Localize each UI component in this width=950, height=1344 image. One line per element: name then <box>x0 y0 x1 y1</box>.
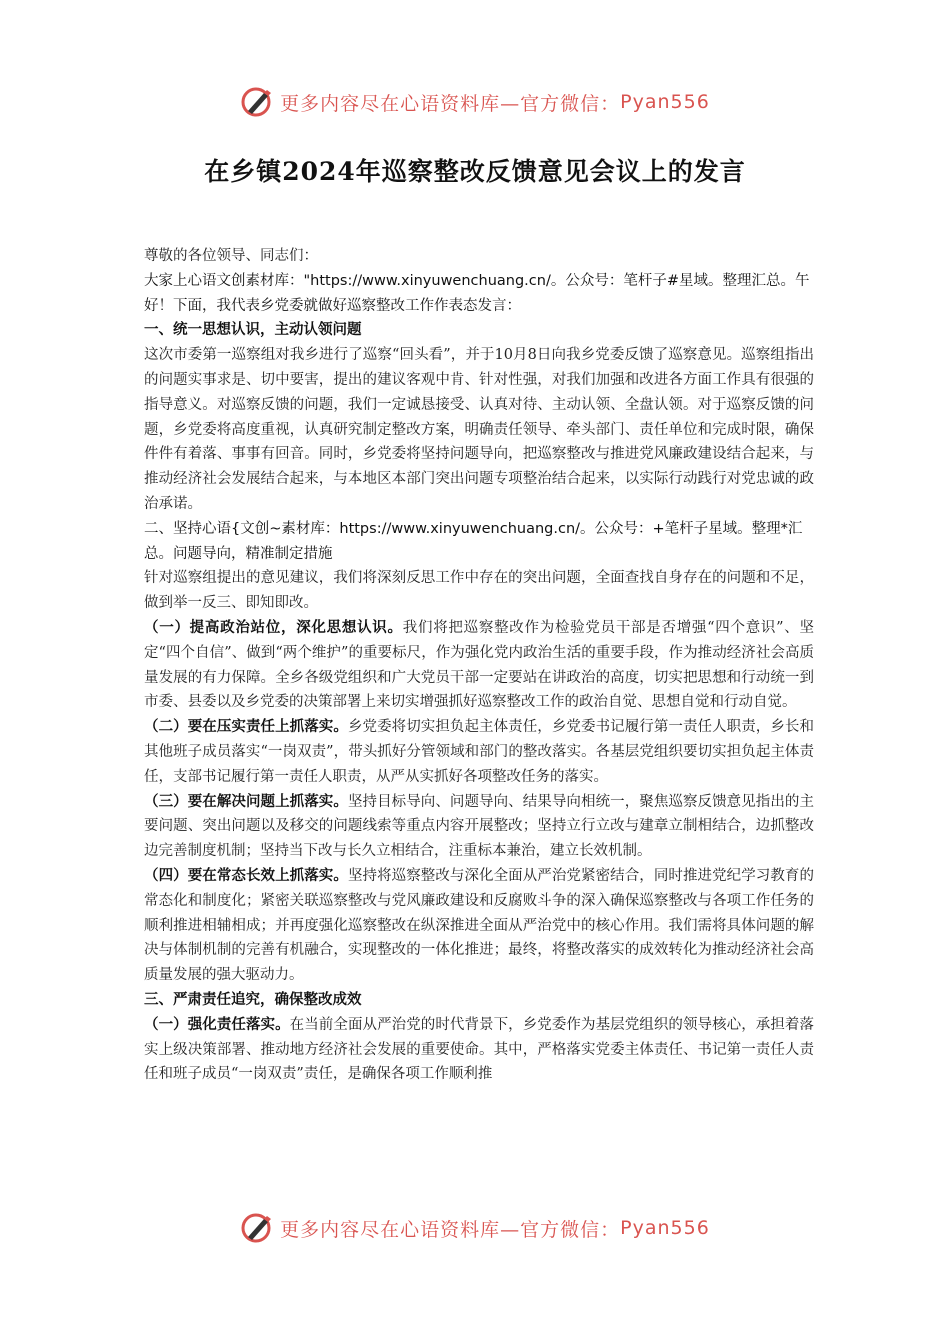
paragraph-1: 这次市委第一巡察组对我乡进行了巡察“回头看”，并于10月8日向我乡党委反馈了巡察意见。巡察组指出的问题实事求是、切中要害，提出的建议客观中肯、针对性强，对我们加强和改进各方面工作具有很强的指导意义。对巡察反馈的问题，我们一定诚恳接受、认真对待、主动认领、全盘认领。对于巡察反馈的问题，乡党委将高度重视，认真研究制定整改方案，明确责任领导、牵头部门、责任单位和完成时限，确保件件有着落、事事有回音。同时，乡党委将坚持问题导向，把巡察整改与推进党风廉政建设结合起来，与推动经济社会发展结合起来，与本地区本部门突出问题专项整治结合起来，以实际行动践行对党忠诚的政治承诺。 <box>144 347 814 512</box>
subsection-5 <box>144 1013 814 1087</box>
subsection-3-lead: （三）要在解决问题上抓落实。 <box>144 792 348 810</box>
section-heading-1: 一、统一思想认识，主动认领问题 <box>144 322 362 339</box>
subsection-4 <box>144 864 814 988</box>
greeting: 尊敬的各位领导、同志们： <box>144 248 318 264</box>
subsection-3 <box>144 790 814 864</box>
document-body <box>144 244 814 1087</box>
subsection-1-body: 我们将把巡察整改作为检验党员干部是否增强“四个意识”、坚定“四个自信”、做到“两个维护”的重要标尺，作为强化党内政治生活的重要手段，作为推动经济社会高质量发展的有力保障。全乡各级党组织和广大党员干部一定要站在讲政治的高度，切实把思想和行动统一到市委、县委以及乡党委的决策部署上来切实增强抓好巡察整改工作的政治自觉、思想自觉和行动自觉。 <box>144 619 815 711</box>
subsection-4-lead: （四）要在常态长效上抓落实。 <box>144 866 348 884</box>
footer-watermark-banner <box>0 1208 950 1248</box>
subsection-5-body: 在当前全面从严治党的时代背景下，乡党委作为基层党组织的领导核心，承担着落实上级决策部署、推动地方经济社会发展的重要使命。其中，严格落实党委主体责任、书记第一责任人责任和班子成员“一岗双责”责任，是确保各项工作顺利推 <box>144 1016 815 1083</box>
header-watermark-banner <box>0 82 950 122</box>
banner-text: 更多内容尽在心语资料库—官方微信： <box>280 92 621 115</box>
banner-wechat-id: Pyan556 <box>620 91 710 113</box>
banner-text: 更多内容尽在心语资料库—官方微信： <box>280 1218 621 1241</box>
subsection-2-lead: （二）要在压实责任上抓落实。 <box>144 718 348 736</box>
section-heading-2: 二、坚持心语{文创~素材库：https://www.xinyuwenchuang.cn/。公众号：+笔杆子星域。整理*汇总。问题导向，精准制定措施 <box>144 520 803 562</box>
subsection-2-body: 乡党委将切实担负起主体责任，乡党委书记履行第一责任人职责，乡长和其他班子成员落实“一岗双责”，带头抓好分管领域和部门的整改落实。各基层党组织要切实担负起主体责任，支部书记履行第一责任人职责，从严从实抓好各项整改任务的落实。 <box>144 719 815 785</box>
subsection-1-lead: （一）提高政治站位，深化思想认识。 <box>144 618 403 636</box>
pen-logo-icon <box>240 85 274 119</box>
ad-paragraph: 大家上心语文创素材库："https://www.xinyuwenchuang.cn/。公众号：笔杆子#星域。整理汇总。午好！下面，我代表乡党委就做好巡察整改工作作表态发言： <box>144 272 810 314</box>
document-title: 在乡镇2024年巡察整改反馈意见会议上的发言 <box>204 157 746 186</box>
subsection-5-lead: （一）强化责任落实。 <box>144 1015 290 1033</box>
subsection-4-body: 坚持将巡察整改与深化全面从严治党紧密结合，同时推进党纪学习教育的常态化和制度化；紧密关联巡察整改与党风廉政建设和反腐败斗争的深入确保巡察整改与各项工作任务的顺利推进相辅相成；并再度强化巡察整改在纵深推进全面从严治党中的核心作用。我们需将具体问题的解决与体制机制的完善有机融合，实现整改的一体化推进；最终，将整改落实的成效转化为推动经济社会高质量发展的强大驱动力。 <box>144 867 815 984</box>
paragraph-2: 针对巡察组提出的意见建议，我们将深刻反思工作中存在的突出问题，全面查找自身存在的问题和不足，做到举一反三、即知即改。 <box>144 570 814 612</box>
pen-logo-icon <box>240 1211 274 1245</box>
section-heading-3: 三、严肃责任追究，确保整改成效 <box>144 991 362 1008</box>
subsection-1 <box>144 616 814 715</box>
banner-wechat-id: Pyan556 <box>620 1217 710 1239</box>
subsection-2 <box>144 715 814 789</box>
subsection-3-body: 坚持目标导向、问题导向、结果导向相统一，聚焦巡察反馈意见指出的主要问题、突出问题以及移交的问题线索等重点内容开展整改；坚持立行立改与建章立制相结合，边抓整改边完善制度机制；坚持当下改与长久立相结合，注重标本兼治，建立长效机制。 <box>144 793 815 860</box>
